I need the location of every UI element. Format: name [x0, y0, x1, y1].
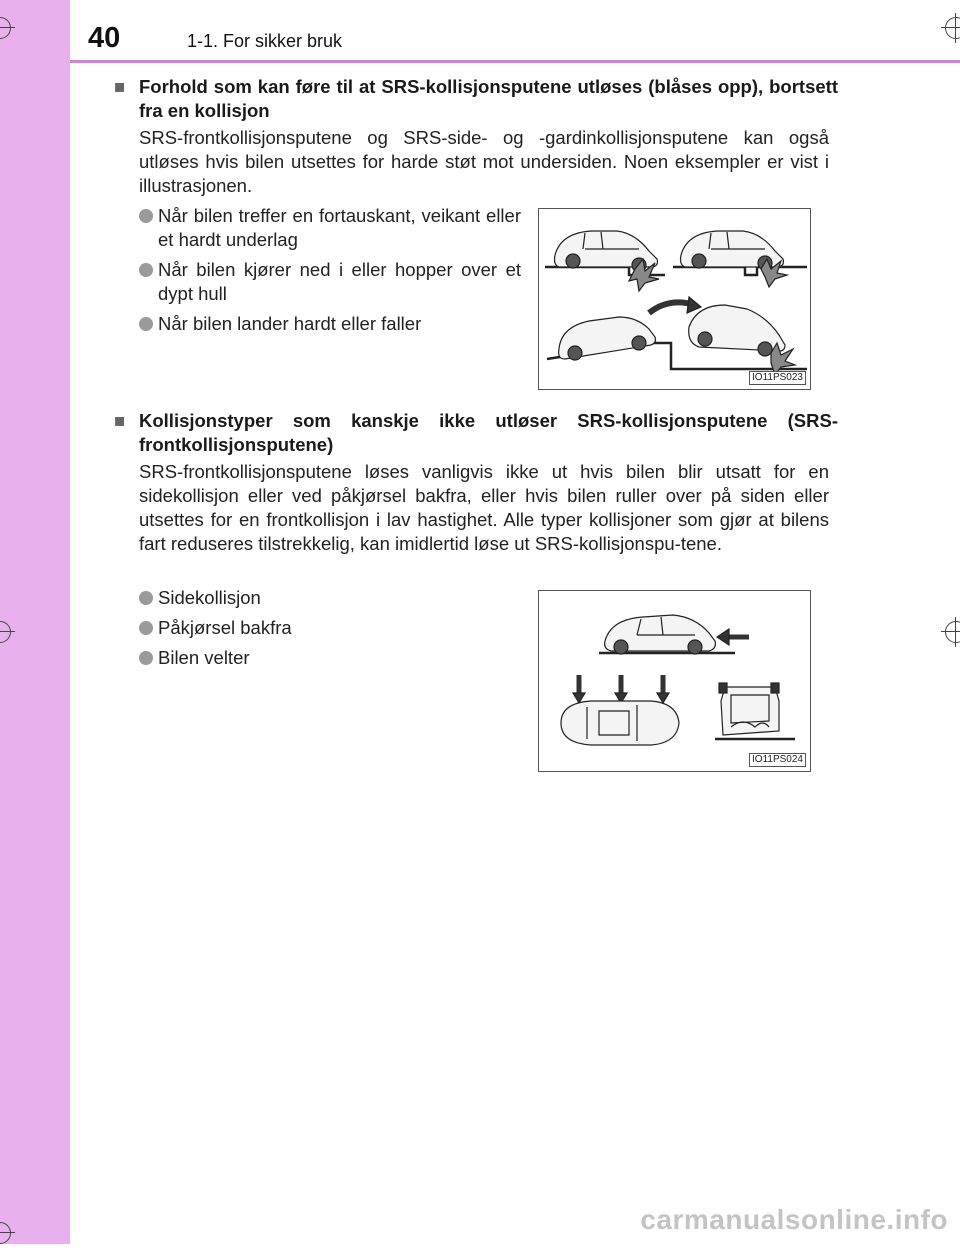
list-item: Når bilen lander hardt eller faller	[139, 312, 521, 336]
illustration-non-deploy-collisions	[538, 590, 811, 772]
figure-code: IO11PS024	[749, 753, 806, 767]
bullet-dot-icon	[139, 621, 153, 635]
bullet-dot-icon	[139, 317, 153, 331]
header-divider	[70, 60, 960, 63]
page-number: 40	[88, 22, 121, 54]
paragraph: SRS-frontkollisjonsputene og SRS-side- og -gardinkollisjonsputene kan også utløses hvis bilen utsettes for harde støt mot undersiden. Noen eksempler er vist i illustrasjonen.	[139, 127, 829, 196]
list-item: Bilen velter	[139, 646, 439, 670]
list-item: Sidekollisjon	[139, 586, 439, 610]
side-margin-strip	[0, 0, 70, 1244]
watermark: carmanualsonline.info	[640, 1204, 948, 1235]
square-bullet-icon: ■	[114, 76, 126, 97]
car-impact-illustration	[539, 209, 810, 389]
bullet-dot-icon	[139, 591, 153, 605]
section-title: 1-1. For sikker bruk	[187, 31, 343, 51]
list-item: Når bilen treffer en fortauskant, veikant eller et hardt underlag	[139, 204, 521, 252]
paragraph: SRS-frontkollisjonsputene løses vanligvis ikke ut hvis bilen blir utsatt for en sidekollisjon eller ved påkjørsel bakfra, eller hvis bilen ruller over på siden eller utsettes for en frontkollisjon i lav hastighet. Alle typer kollisjoner som gjør at bilens fart reduseres tilstrekkelig, kan imidlertid løse ut SRS-kollisjonspu-tene.	[139, 461, 829, 554]
section-heading-text: Forhold som kan føre til at SRS-kollisjonsputene utløses (blåses opp), bortsett fra en kollisjon	[139, 76, 838, 121]
collision-types-illustration	[539, 591, 810, 771]
bullet-dot-icon	[139, 651, 153, 665]
list-item: Når bilen kjører ned i eller hopper over et dypt hull	[139, 258, 521, 306]
list-item: Påkjørsel bakfra	[139, 616, 439, 640]
bullet-dot-icon	[139, 263, 153, 277]
figure-code: IO11PS023	[749, 371, 806, 385]
section-heading	[114, 75, 838, 123]
section-heading-text: Kollisjonstyper som kanskje ikke utløser SRS-kollisjonsputene (SRS-frontkollisjonsputene)	[139, 410, 838, 455]
section-heading	[114, 409, 838, 457]
bullet-dot-icon	[139, 209, 153, 223]
illustration-underside-impacts	[538, 208, 811, 390]
square-bullet-icon: ■	[114, 410, 126, 431]
